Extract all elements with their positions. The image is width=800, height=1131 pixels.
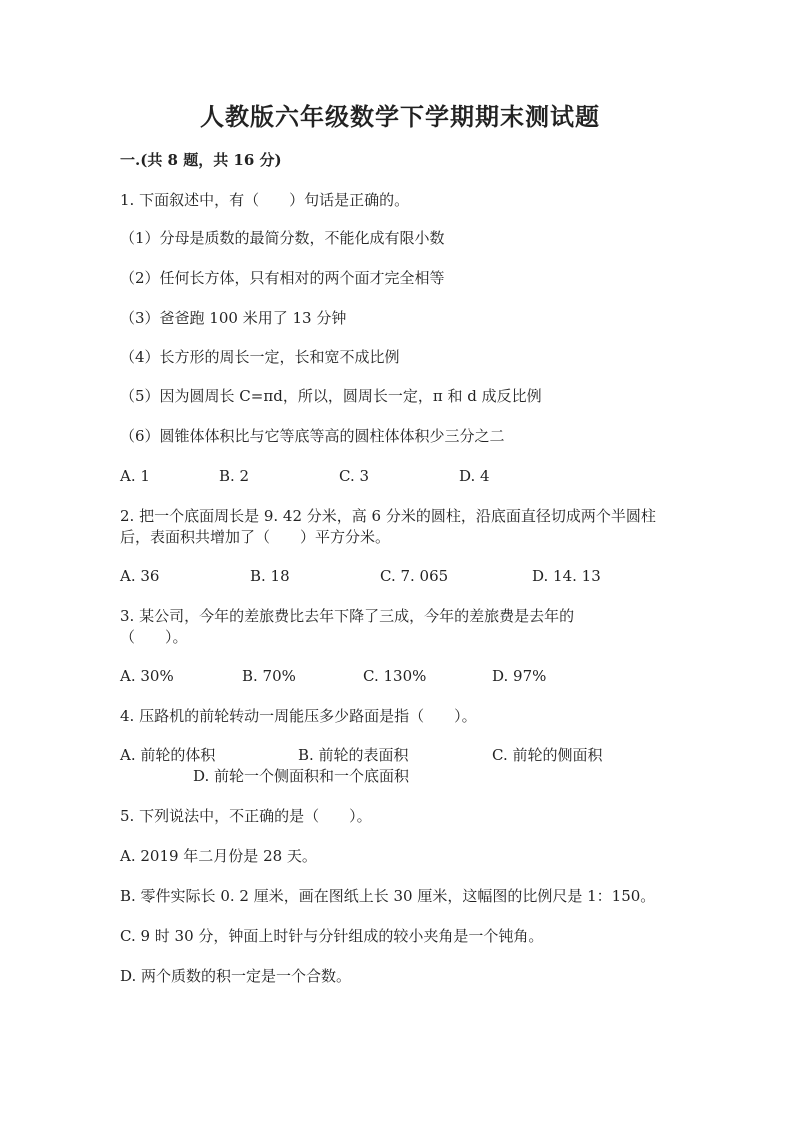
q3-option-a[interactable]: A. 30%	[120, 667, 174, 685]
question-1-stem: 1. 下面叙述中，有（ ）句话是正确的。	[120, 191, 410, 209]
q2-option-c[interactable]: C. 7. 065	[380, 567, 449, 585]
q1-option-b[interactable]: B. 2	[219, 467, 250, 485]
q4-option-b[interactable]: B. 前轮的表面积	[298, 746, 409, 764]
page-title: 人教版六年级数学下学期期末测试题	[200, 102, 600, 131]
question-2-stem-line-1: 2. 把一个底面周长是 9. 42 分米，高 6 分米的圆柱，沿底面直径切成两个半圆柱	[120, 507, 656, 525]
q2-option-b[interactable]: B. 18	[250, 567, 290, 585]
q1-statement-4: （4）长方形的周长一定，长和宽不成比例	[120, 348, 400, 366]
q3-option-c[interactable]: C. 130%	[363, 667, 427, 685]
q5-option-a[interactable]: A. 2019 年二月份是 28 天。	[120, 847, 317, 865]
question-3-stem-line-1: 3. 某公司，今年的差旅费比去年下降了三成，今年的差旅费是去年的	[120, 607, 575, 625]
q1-statement-1: （1）分母是质数的最简分数，不能化成有限小数	[120, 229, 445, 247]
q4-option-d[interactable]: D. 前轮一个侧面积和一个底面积	[193, 767, 410, 785]
q4-option-c[interactable]: C. 前轮的侧面积	[492, 746, 603, 764]
q1-statement-3: （3）爸爸跑 100 米用了 13 分钟	[120, 309, 347, 327]
q1-option-a[interactable]: A. 1	[120, 467, 150, 485]
q5-option-c[interactable]: C. 9 时 30 分，钟面上时针与分针组成的较小夹角是一个钝角。	[120, 927, 544, 945]
q4-option-a[interactable]: A. 前轮的体积	[120, 746, 216, 764]
question-4-stem: 4. 压路机的前轮转动一周能压多少路面是指（ ）。	[120, 707, 477, 725]
question-3-stem-line-2: （ ）。	[120, 628, 188, 646]
q3-option-b[interactable]: B. 70%	[242, 667, 296, 685]
q5-option-b[interactable]: B. 零件实际长 0. 2 厘米，画在图纸上长 30 厘米，这幅图的比例尺是 1：150。	[120, 887, 656, 905]
q1-option-c[interactable]: C. 3	[339, 467, 370, 485]
q1-statement-2: （2）任何长方体，只有相对的两个面才完全相等	[120, 269, 445, 287]
q3-option-d[interactable]: D. 97%	[492, 667, 547, 685]
q2-option-d[interactable]: D. 14. 13	[532, 567, 601, 585]
q1-option-d[interactable]: D. 4	[459, 467, 490, 485]
question-5-stem: 5. 下列说法中，不正确的是（ ）。	[120, 807, 372, 825]
q2-option-a[interactable]: A. 36	[120, 567, 160, 585]
q5-option-d[interactable]: D. 两个质数的积一定是一个合数。	[120, 967, 352, 985]
q1-statement-5: （5）因为圆周长 C=πd，所以，圆周长一定，π 和 d 成反比例	[120, 387, 542, 405]
question-2-stem-line-2: 后，表面积共增加了（ ）平方分米。	[120, 528, 391, 546]
section-heading: 一.(共 8 题，共 16 分)	[120, 151, 282, 169]
q1-statement-6: （6）圆锥体体积比与它等底等高的圆柱体体积少三分之二	[120, 427, 505, 445]
